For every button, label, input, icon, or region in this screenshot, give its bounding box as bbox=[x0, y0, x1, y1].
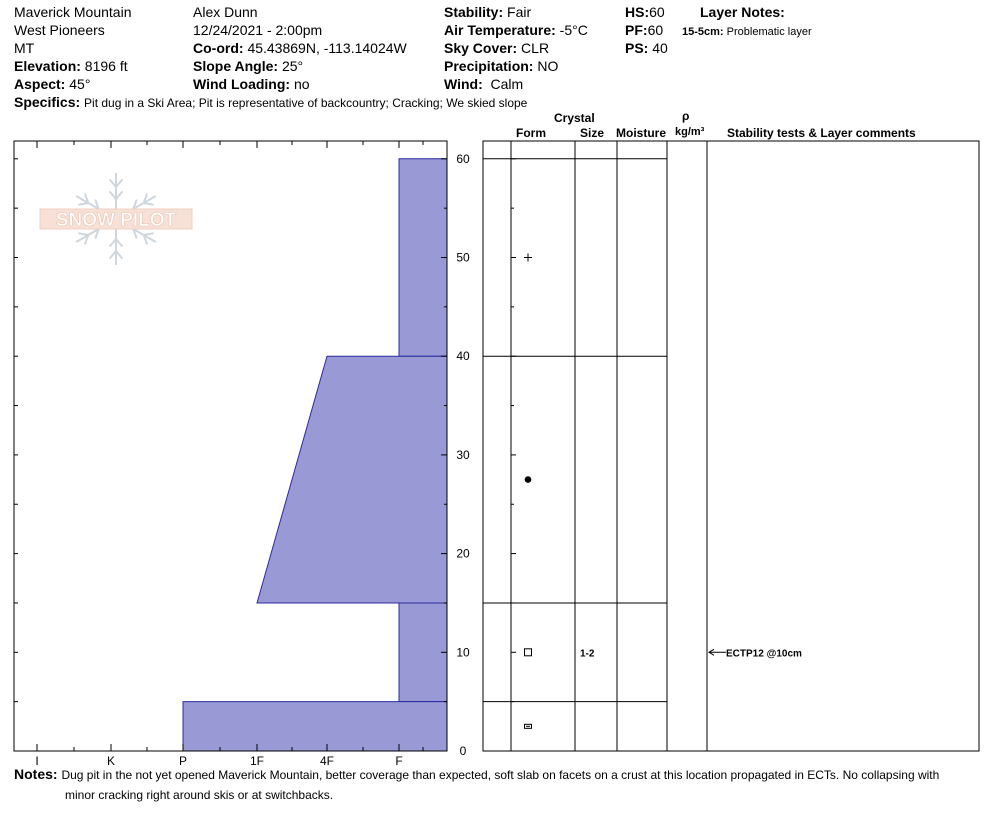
slope-value: 25° bbox=[281, 58, 304, 74]
col-stability: Stability tests & Layer comments bbox=[727, 126, 916, 140]
depth-tick-label-0: 0 bbox=[459, 744, 467, 758]
ps-value: 40 bbox=[652, 40, 668, 56]
depth-tick-label-50: 50 bbox=[456, 250, 470, 265]
stability-value: Fair bbox=[507, 4, 532, 20]
depth-tick-label-20: 20 bbox=[456, 546, 470, 561]
hs-value: 60 bbox=[649, 4, 665, 20]
snowpilot-logo bbox=[40, 173, 192, 265]
depth-tick-label-10: 10 bbox=[456, 645, 470, 660]
location: Maverick Mountain bbox=[14, 4, 132, 20]
pf-value: 60 bbox=[647, 22, 664, 38]
air-temp-value: -5°C bbox=[559, 22, 588, 38]
datetime: 12/24/2021 - 2:00pm bbox=[193, 22, 323, 38]
crystal-3 bbox=[525, 724, 532, 728]
col-size: Size bbox=[580, 126, 605, 140]
range: West Pioneers bbox=[14, 22, 105, 38]
logo-text: SNOW PILOT bbox=[55, 210, 177, 231]
crystal-size-2: 1-2 bbox=[580, 648, 595, 660]
col-form: Form bbox=[516, 126, 546, 140]
ps-label: PS: bbox=[625, 40, 649, 56]
air-temp-label: Air Temperature: bbox=[444, 22, 556, 38]
hs-label: HS: bbox=[625, 4, 650, 20]
notes-line2: minor cracking right around skis or at switchbacks. bbox=[65, 788, 334, 802]
depth-axis bbox=[441, 152, 516, 758]
crystal-1 bbox=[525, 476, 532, 483]
depth-tick-label-40: 40 bbox=[456, 349, 470, 364]
sky-label: Sky Cover: bbox=[444, 40, 518, 56]
observer: Alex Dunn bbox=[193, 4, 258, 20]
facet-icon bbox=[525, 649, 532, 656]
aspect-label: Aspect: bbox=[14, 76, 66, 92]
depth-tick-label-60: 60 bbox=[456, 151, 470, 166]
layer-notes-label: Layer Notes: bbox=[700, 4, 785, 20]
notes-label: Notes: bbox=[14, 766, 58, 782]
hardness-tick-label-1: K bbox=[106, 754, 116, 768]
col-moisture: Moisture bbox=[616, 126, 667, 140]
stability-tests bbox=[709, 648, 802, 659]
layer-notes-text: Problematic layer bbox=[726, 26, 812, 38]
specifics-text: Pit dug in a Ski Area; Pit is representative of backcountry; Cracking; We skied slope bbox=[84, 96, 528, 110]
hardness-layer-1 bbox=[257, 356, 447, 603]
crystal-0 bbox=[524, 254, 532, 262]
rounded-grain-icon bbox=[525, 476, 532, 483]
col-density-unit: kg/m³ bbox=[675, 126, 705, 138]
hardness-tick-label-2: P bbox=[178, 754, 188, 768]
notes bbox=[14, 766, 939, 784]
state: MT bbox=[14, 40, 35, 56]
wind-value: Calm bbox=[490, 76, 524, 92]
crystal-2 bbox=[525, 649, 532, 656]
coord-label: Co-ord: bbox=[193, 40, 244, 56]
aspect-value: 45° bbox=[69, 76, 91, 92]
chart-frames bbox=[14, 141, 979, 751]
crystal-forms bbox=[524, 254, 595, 729]
wind-label: Wind: bbox=[444, 76, 483, 92]
stability-label: Stability: bbox=[444, 4, 504, 20]
hardness-layer-2 bbox=[399, 603, 447, 702]
hardness-layer-0 bbox=[399, 159, 447, 356]
test-label-0: ECTP12 @10cm bbox=[726, 648, 802, 660]
wind-loading-label: Wind Loading: bbox=[193, 76, 291, 92]
hardness-tick-label-0: I bbox=[35, 754, 39, 768]
elevation-value: 8196 ft bbox=[84, 58, 128, 74]
pf-label: PF: bbox=[625, 22, 648, 38]
col-rho: ρ bbox=[682, 109, 690, 123]
precip-label: Precipitation: bbox=[444, 58, 534, 74]
precip-value: NO bbox=[537, 58, 559, 74]
notes-line1: Dug pit in the not yet opened Maverick Mountain, better coverage than expected, soft slab on facets on a crust at this location propagated in ECTs. No collapsing with bbox=[61, 768, 940, 782]
hardness-layer-3 bbox=[183, 702, 447, 751]
coord-value: 45.43869N, -113.14024W bbox=[247, 40, 407, 56]
specifics-label: Specifics: bbox=[14, 94, 81, 110]
table-frame bbox=[483, 141, 979, 751]
hardness-tick-label-3: 1F bbox=[249, 754, 265, 768]
wind-loading-value: no bbox=[293, 76, 310, 92]
hardness-profile bbox=[183, 159, 447, 751]
hardness-tick-label-5: F bbox=[395, 754, 403, 768]
layer-notes-range: 15-5cm: bbox=[682, 26, 724, 38]
slope-label: Slope Angle: bbox=[193, 58, 279, 74]
col-crystal: Crystal bbox=[554, 111, 595, 125]
sky-value: CLR bbox=[521, 40, 550, 56]
hardness-tick-label-4: 4F bbox=[319, 754, 335, 768]
elevation-label: Elevation: bbox=[14, 58, 81, 74]
depth-tick-label-30: 30 bbox=[456, 447, 470, 462]
